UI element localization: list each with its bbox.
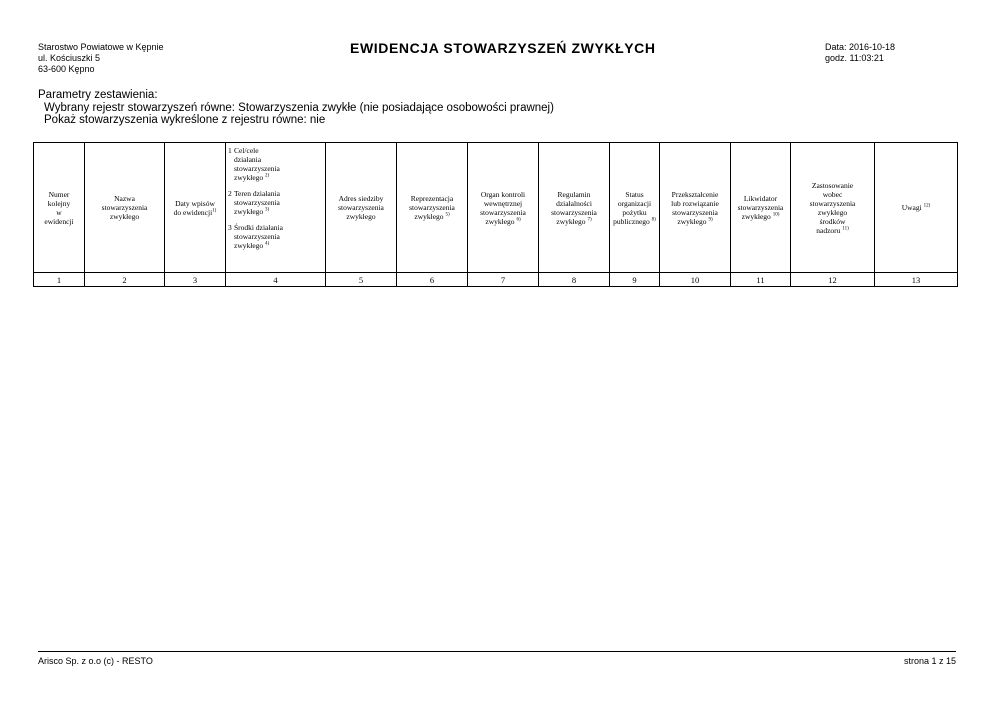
column-number: 4 bbox=[226, 273, 326, 287]
page-number: strona 1 z 15 bbox=[903, 656, 956, 666]
column-number: 8 bbox=[539, 273, 610, 287]
institution-name: Starostwo Powiatowe w Kępnie bbox=[38, 42, 164, 52]
column-number: 13 bbox=[875, 273, 958, 287]
column-number: 2 bbox=[85, 273, 165, 287]
column-header bbox=[731, 143, 791, 273]
column-header-label: Zastosowanie wobec stowarzyszenia zwykłego środków nadzoru bbox=[809, 180, 856, 235]
column-header-label: Numer kolejny w ewidencji bbox=[44, 189, 74, 226]
group-label: Teren działania stowarzyszenia zwykłego bbox=[234, 189, 280, 216]
column-header-label: Organ kontroli wewnętrznej stowarzyszenia zwykłego bbox=[480, 189, 526, 226]
column-header bbox=[875, 143, 958, 273]
column-header bbox=[326, 143, 397, 273]
parameter-deleted: Pokaż stowarzyszenia wykreślone z rejestru równe: nie bbox=[44, 114, 326, 126]
register-table bbox=[33, 142, 958, 287]
column-number: 5 bbox=[326, 273, 397, 287]
report-date: Data: 2016-10-18 bbox=[825, 42, 896, 52]
column-header-label: Nazwa stowarzyszenia zwykłego bbox=[101, 194, 148, 221]
institution-address bbox=[38, 42, 164, 75]
area-group bbox=[228, 189, 323, 216]
column-header bbox=[468, 143, 539, 273]
footnote-ref: 6) bbox=[516, 217, 521, 222]
column-header-label: Likwidator stowarzyszenia zwykłego bbox=[737, 194, 784, 221]
column-header-label: Status organizacji pożytku publicznego bbox=[613, 189, 652, 226]
column-header-label: Uwagi bbox=[901, 203, 922, 212]
parameter-register: Wybrany rejestr stowarzyszeń równe: Stowarzyszenia zwykłe (nie posiadające osobowości prawnej) bbox=[44, 101, 554, 114]
means-group bbox=[228, 223, 323, 250]
column-header-purpose bbox=[226, 143, 326, 273]
footer-copyright: Arisco Sp. z o.o (c) - RESTO bbox=[38, 656, 153, 666]
footnote-ref: 3) bbox=[265, 207, 270, 213]
column-number: 7 bbox=[468, 273, 539, 287]
report-time: godz. 11:03:21 bbox=[825, 53, 884, 63]
column-number: 3 bbox=[165, 273, 226, 287]
institution-city: 63-600 Kępno bbox=[38, 64, 95, 74]
report-parameters bbox=[38, 89, 554, 127]
footnote-ref: 8) bbox=[651, 217, 656, 222]
column-header bbox=[610, 143, 660, 273]
footnote-ref: 2) bbox=[265, 173, 270, 179]
footnote-ref: 1) bbox=[212, 208, 217, 213]
institution-street: ul. Kościuszki 5 bbox=[38, 53, 101, 63]
column-header bbox=[660, 143, 731, 273]
table-header-row bbox=[34, 143, 958, 273]
footnote-ref: 5) bbox=[445, 212, 450, 218]
column-header-label: Regulamin działalności stowarzyszenia zwykłego bbox=[551, 189, 597, 226]
group-label: Środki działania stowarzyszenia zwykłego bbox=[234, 223, 283, 250]
footnote-ref: 12) bbox=[923, 203, 931, 209]
column-header bbox=[791, 143, 875, 273]
group-label: Cel/cele działania stowarzyszenia zwykłego bbox=[234, 146, 280, 182]
group-number: 3 bbox=[228, 223, 232, 232]
footnote-ref: 7) bbox=[587, 217, 592, 222]
footnote-ref: 9) bbox=[708, 217, 713, 222]
footnote-ref: 11) bbox=[842, 226, 849, 231]
footer-divider bbox=[38, 651, 956, 652]
footnote-ref: 10) bbox=[772, 212, 780, 218]
column-number: 10 bbox=[660, 273, 731, 287]
column-header-label: Reprezentacja stowarzyszenia zwykłego bbox=[409, 194, 455, 221]
column-header bbox=[34, 143, 85, 273]
column-header bbox=[165, 143, 226, 273]
column-number: 12 bbox=[791, 273, 875, 287]
column-number-row bbox=[34, 273, 958, 287]
column-number: 6 bbox=[397, 273, 468, 287]
column-header-label: Daty wpisów do ewidencji bbox=[173, 198, 215, 217]
column-header bbox=[397, 143, 468, 273]
group-number: 2 bbox=[228, 189, 232, 198]
column-header bbox=[539, 143, 610, 273]
footnote-ref: 4) bbox=[265, 241, 270, 247]
group-number: 1 bbox=[228, 146, 232, 155]
column-header-label: Przekształcenie lub rozwiązanie stowarzyszenia zwykłego bbox=[671, 189, 719, 226]
report-timestamp bbox=[825, 42, 895, 64]
report-title: EWIDENCJA STOWARZYSZEŃ ZWYKŁYCH bbox=[350, 40, 656, 56]
parameters-heading: Parametry zestawienia: bbox=[38, 89, 158, 101]
column-number: 9 bbox=[610, 273, 660, 287]
column-header-label: Adres siedziby stowarzyszenia zwykłego bbox=[338, 194, 384, 221]
column-header bbox=[85, 143, 165, 273]
purpose-group bbox=[228, 146, 323, 182]
column-number: 11 bbox=[731, 273, 791, 287]
column-number: 1 bbox=[34, 273, 85, 287]
